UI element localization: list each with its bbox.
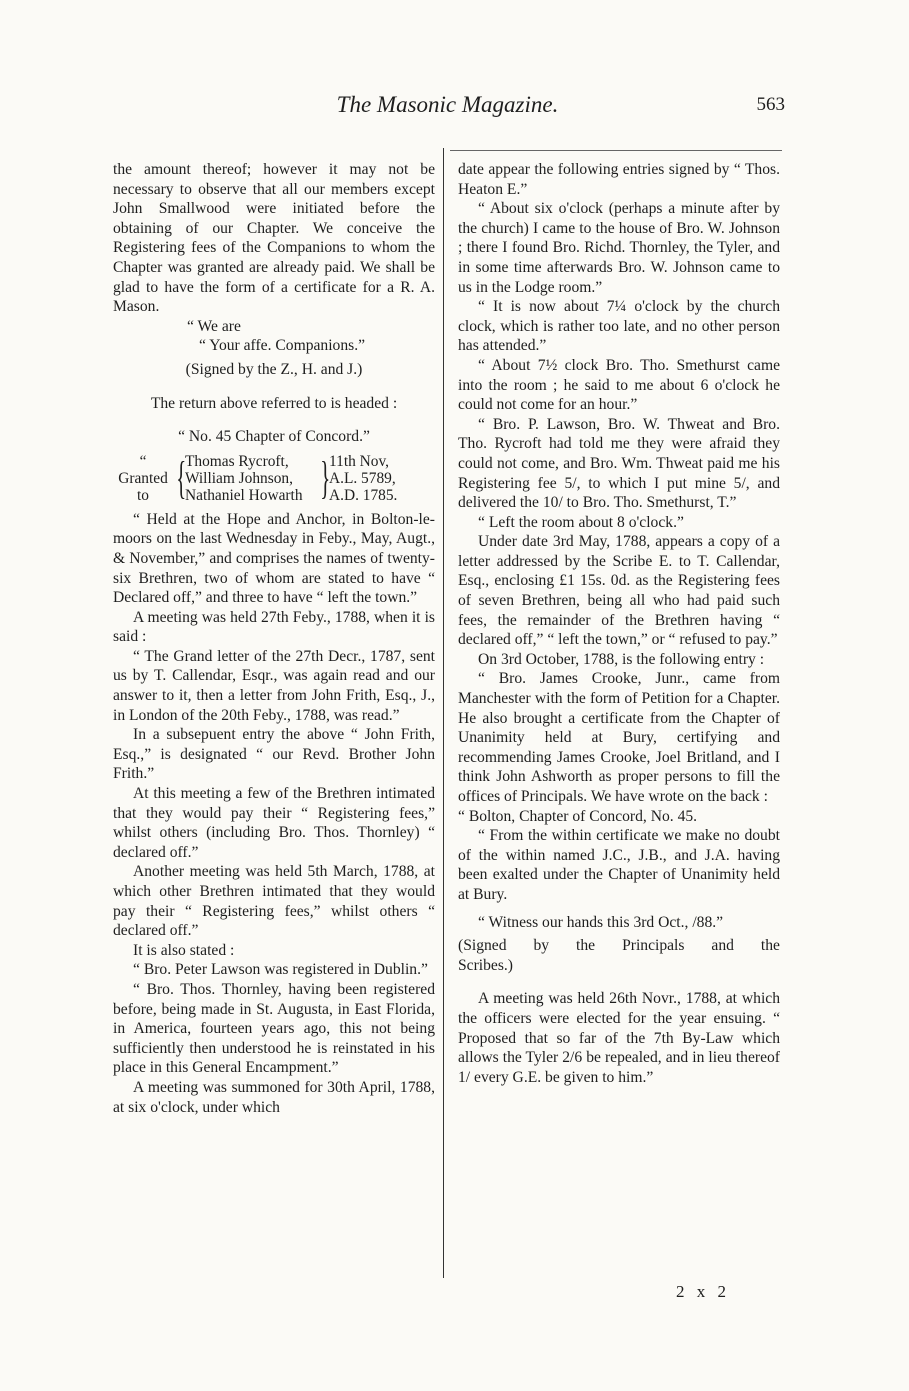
paragraph: A meeting was summoned for 30th April, 1788, at six o'clock, under which — [113, 1078, 435, 1116]
column-divider — [443, 148, 444, 1278]
sig-word: and — [711, 937, 734, 955]
top-rule — [450, 150, 782, 151]
grant-block — [113, 453, 435, 504]
quotation: “ Bolton, Chapter of Concord, No. 45. — [458, 807, 698, 825]
paragraph: At this meeting a few of the Brethren intimated that they would pay their “ Registering fees,” whilst others (including Bro. Thos. Thornley) “ declared off.” — [113, 785, 435, 861]
paragraph: Another meeting was held 5th March, 1788, at which other Brethren intimated that they would pay their “ Registering fees,” whilst others “ declared off.” — [113, 863, 435, 940]
sig-word: the — [760, 937, 780, 955]
grant-date: 11th Nov, — [329, 452, 389, 470]
running-header — [110, 92, 785, 122]
right-brace: } — [320, 452, 331, 504]
grant-label-line: “ Granted — [118, 452, 168, 487]
signed-by-line — [458, 936, 780, 956]
quotation: “ From the within certificate we make no doubt of the within named J.C., J.B., and J.A. having been exalted under the Chapter of Unanimity held at Bury. — [458, 827, 780, 903]
left-column — [113, 160, 435, 1117]
quotation: “ Bro. James Crooke, Junr., came from Manchester with the form of Petition for a Chapter. He also brought a certificate from the Chapter of Unanimity held at Bury, certifying and recommending James Crooke, Joel Britland, and I think John Ashworth as proper persons to fill the offices of Principals. We have wrote on the back : — [458, 670, 780, 805]
page-number: 563 — [756, 94, 785, 115]
grant-dates — [329, 453, 429, 504]
paragraph: the amount thereof; however it may not be necessary to observe that all our members except John Smallwood were initiated before the obtaining of our Chapter. We conceive the Registering fees of the Companions to whom the Chapter was granted are already paid. We shall be glad to have the form of a certificate for a R. A. Mason. — [113, 161, 435, 316]
quotation: “ About six o'clock (perhaps a minute after by the church) I came to the house of Bro. W. Johnson ; there I found Bro. Richd. Thornley, the Tyler, and in some time afterwards Bro. W. Johnson came to us in the Lodge room.” — [458, 200, 780, 296]
paragraph: The return above referred to is headed : — [150, 394, 398, 412]
paragraph: It is also stated : — [133, 941, 235, 959]
grant-label-line: to — [137, 486, 149, 504]
paragraph: On 3rd October, 1788, is the following entry : — [478, 650, 765, 668]
sig-word: the — [576, 937, 596, 955]
grant-label — [113, 453, 173, 504]
quotation: “ About 7½ clock Bro. Tho. Smethurst came into the room ; he said to me about 6 o'clock he could not come for an hour.” — [458, 356, 780, 414]
quotation: “ Bro. Thos. Thornley, having been registered before, being made in St. Augusta, in East Florida, in America, fourteen years ago, this not being sufficiently then understood he is reinstated in his place in this General Encampment.” — [113, 980, 435, 1077]
paragraph: A meeting was held 27th Feby., 1788, when it is said : — [113, 608, 435, 646]
grantee-names — [185, 453, 317, 504]
paragraph: Under date 3rd May, 1788, appears a copy of a letter addressed by the Scribe E. to T. Callendar, Esq., enclosing £1 15s. 0d. as the Registering fees of seven Brethren, being all who had paid such fees, the remainder of the Brethren having “ declared off,” “ left the town,” or “ refused to pay.” — [458, 533, 780, 649]
signed-by-end: Scribes.) — [458, 956, 513, 974]
quotation: “ Witness our hands this 3rd Oct., /88.” — [478, 913, 724, 931]
quotation: “ Bro. P. Lawson, Bro. W. Thweat and Bro. Tho. Rycroft had told me they were afraid they could not come, and Bro. Wm. Thweat paid me his Registering fee 5/, to which I put mine 5/, and delivered the 10/ to Bro. Tho. Smethurst, T.” — [458, 415, 780, 512]
left-brace: { — [176, 452, 187, 504]
quotation: “ Bro. Peter Lawson was registered in Dublin.” — [133, 961, 428, 979]
closing-line: “ Your affe. Companions.” — [199, 337, 366, 355]
signature-mark: 2 x 2 — [676, 1282, 730, 1301]
paragraph: A meeting was held 26th Novr., 1788, at which the officers were elected for the year ensuing. “ Proposed that so far of the 7th By-Law which allows the Tyler 2/6 be repealed, and in lieu thereof 1/ every G.E. be given to him.” — [458, 990, 780, 1086]
closing-line: “ We are — [187, 317, 241, 335]
quotation: “ It is now about 7¼ o'clock by the church clock, which is rather too late, and no other person has attended.” — [458, 298, 780, 355]
grant-date: A.D. 1785. — [329, 486, 398, 504]
grantee-name: Thomas Rycroft, — [185, 452, 289, 470]
quotation: “ The Grand letter of the 27th Decr., 1787, sent us by T. Callendar, Esqr., was again read and our answer to it, then a letter from John Frith, Esq., J., in London of the 20th Feby., 1788, was read.” — [113, 647, 435, 724]
paragraph: “ Held at the Hope and Anchor, in Bolton-le-moors on the last Wednesday in Feby., May, Augt., & November,” and comprises the names of twenty-six Brethren, two of whom are stated to have “ Declared off,” and three to have “ left the town.” — [113, 510, 435, 607]
sig-word: Principals — [622, 937, 685, 955]
signature-line: (Signed by the Z., H. and J.) — [185, 360, 363, 378]
sig-word: by — [533, 937, 550, 955]
grantee-name: William Johnson, — [185, 469, 293, 487]
grantee-name: Nathaniel Howarth — [185, 486, 303, 504]
paragraph: date appear the following entries signed by “ Thos. Heaton E.” — [458, 161, 780, 198]
grant-date: A.L. 5789, — [329, 469, 396, 487]
quotation: “ Left the room about 8 o'clock.” — [478, 513, 684, 531]
chapter-heading: “ No. 45 Chapter of Concord.” — [178, 428, 370, 446]
journal-title: The Masonic Magazine. — [336, 92, 559, 117]
sig-word: (Signed — [458, 937, 507, 955]
paragraph: In a subsepuent entry the above “ John Frith, Esq.,” is designated “ our Revd. Brother John Frith.” — [113, 726, 435, 783]
right-column — [458, 160, 780, 1087]
